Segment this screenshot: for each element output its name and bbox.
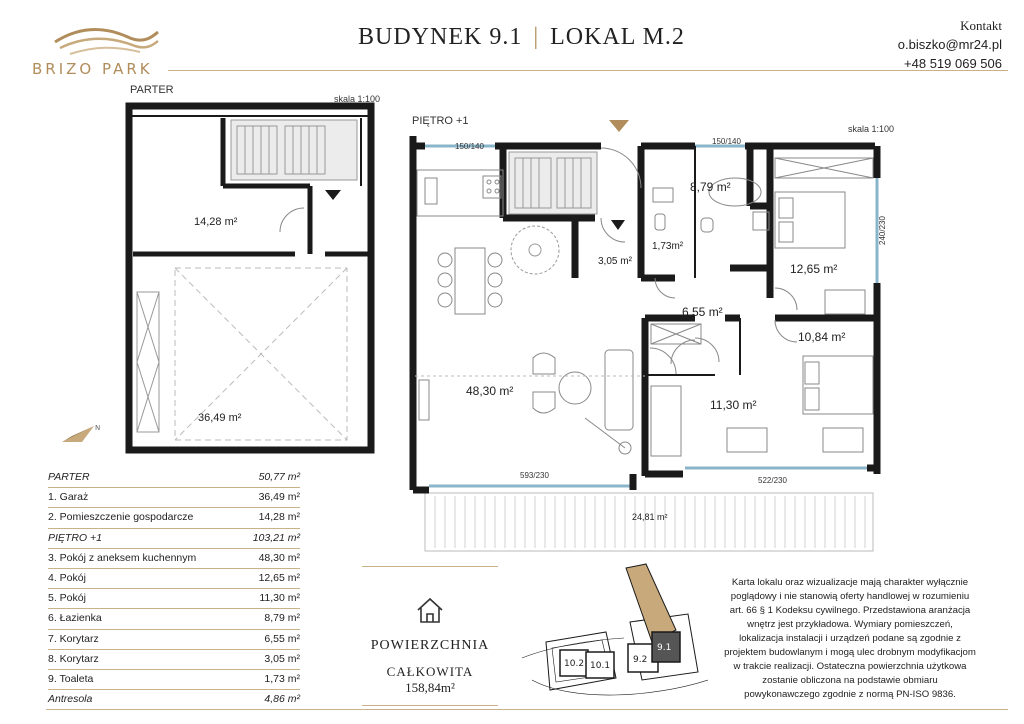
contact-label: Kontakt — [960, 18, 1002, 33]
upper-room-area: 6,55 m² — [682, 305, 723, 319]
total-value: 158,84m² — [405, 680, 455, 695]
site-label: 9.2 — [633, 655, 648, 665]
table-row: 7. Korytarz 6,55 m² — [48, 630, 300, 650]
window-dim: 150/140 — [455, 142, 484, 151]
shelving — [137, 292, 159, 432]
site-label: 9.1 — [657, 643, 672, 653]
svg-text:N: N — [95, 424, 101, 432]
contact-phone[interactable]: +48 519 069 506 — [904, 56, 1002, 71]
brand-logo — [32, 22, 168, 82]
table-row: PARTER 50,77 m² — [48, 468, 300, 488]
upper-room-area: 3,05 m² — [598, 256, 632, 267]
table-row: 5. Pokój 11,30 m² — [48, 589, 300, 609]
total-label-1: POWIERZCHNIA — [370, 638, 490, 653]
window-dim: 240/230 — [877, 216, 887, 245]
table-row: 4. Pokój 12,65 m² — [48, 569, 300, 589]
areas-table — [48, 468, 300, 710]
table-row: 6. Łazienka 8,79 m² — [48, 609, 300, 629]
table-row: 8. Korytarz 3,05 m² — [48, 650, 300, 670]
table-row: Antresola 4,86 m² — [48, 690, 300, 710]
table-row: 3. Pokój z aneksem kuchennym 48,30 m² — [48, 549, 300, 569]
upper-room-area: 1,73m² — [652, 241, 684, 252]
disclaimer-text: Karta lokalu oraz wizualizacje mają charakter wyłącznie poglądowy i nie stanowią oferty handlowej w rozumieniu art. 66 § 1 Kodeksu cywilnego. Przedstawiona aranżacja wnętrz jest przykładowa. Wymiary pomieszczeń, lokalizacja instalacji i urządzeń podane są zgodnie z projektem budowlanym i mogą ulec drobnym modyfikacjom w trakcie realizacji. Ostateczna powierzchnia użytkowa zostanie obliczona na podstawie obmiaru powykonawczego zgodnie z normą PN-ISO 9836. — [724, 577, 976, 700]
window-dim: 593/230 — [520, 471, 549, 480]
table-row: PIĘTRO +1 103,21 m² — [48, 529, 300, 549]
ground-room-area: 14,28 m² — [194, 216, 238, 228]
ground-floor-plan — [125, 102, 377, 454]
building-label: BUDYNEK 9.1 — [358, 24, 523, 50]
house-icon — [415, 596, 445, 624]
table-row: 9. Toaleta 1,73 m² — [48, 670, 300, 690]
upper-room-area: 10,84 m² — [798, 330, 846, 344]
stair-icon — [231, 120, 357, 180]
upper-room-area: 12,65 m² — [790, 262, 838, 276]
terrace-area: 24,81 m² — [632, 512, 668, 522]
upper-room-area: 11,30 m² — [710, 398, 757, 412]
table-row: 2. Pomieszczenie gospodarcze 14,28 m² — [48, 508, 300, 528]
ground-plan-label: PARTER — [130, 84, 174, 96]
wave-logo-icon — [50, 24, 160, 56]
unit-label: LOKAL M.2 — [550, 24, 685, 50]
upper-plan-label: PIĘTRO +1 — [412, 115, 469, 127]
site-location-map — [512, 562, 708, 706]
total-label-2: CAŁKOWITA — [386, 664, 474, 679]
total-area-box — [362, 566, 498, 706]
window-dim: 150/140 — [712, 137, 741, 146]
upper-room-area: 48,30 m² — [466, 384, 514, 398]
header-divider — [168, 70, 1008, 71]
contact-email[interactable]: o.biszko@mr24.pl — [897, 37, 1002, 52]
table-row: 1. Garaż 36,49 m² — [48, 488, 300, 508]
brand-name: BRIZO PARK — [32, 60, 153, 78]
contact-block — [898, 16, 1002, 73]
window-dim: 522/230 — [758, 476, 787, 485]
compass-icon — [58, 418, 102, 448]
ground-room-area: 36,49 m² — [198, 412, 242, 424]
upper-room-area: 8,79 m² — [690, 180, 731, 194]
upper-plan-scale: skala 1:100 — [848, 124, 895, 134]
site-label: 10.1 — [590, 661, 611, 671]
site-label: 10.2 — [564, 659, 585, 669]
page-title: BUDYNEK 9.1 | LOKAL M.2 — [358, 24, 685, 50]
footer-divider — [46, 709, 1008, 710]
ground-plan-scale: skala 1:100 — [334, 94, 381, 104]
